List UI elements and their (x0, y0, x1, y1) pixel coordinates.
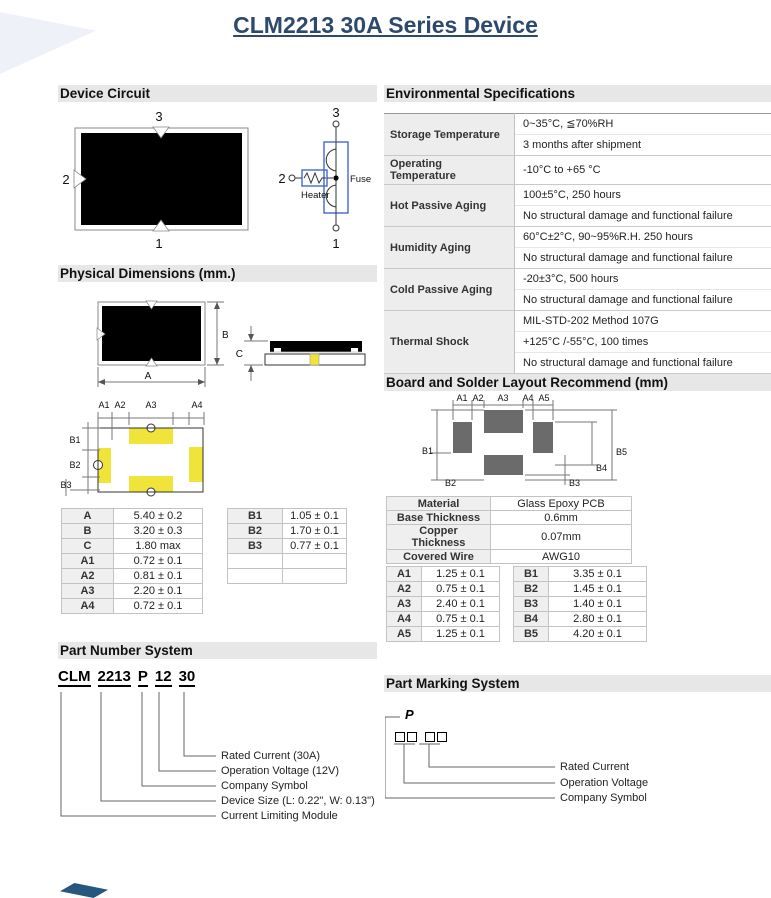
board-layout-figure (385, 393, 771, 493)
table-cell (515, 185, 771, 227)
table-cell: 0.75 ± 0.1 (422, 612, 500, 627)
table-cell: B1 (514, 567, 549, 582)
pm-label-company-symbol: Company Symbol (560, 792, 647, 804)
cell-line: No structural damage and functional failure (515, 205, 771, 226)
part-number-diagram (58, 668, 375, 838)
table-row (62, 599, 203, 614)
dim-A4: A4 (522, 393, 534, 403)
section-header-physical-dimensions (58, 265, 377, 282)
material-table (386, 496, 632, 564)
terminal-top (333, 121, 339, 127)
dim-label-A: A (144, 371, 152, 382)
table-cell: 1.25 ± 0.1 (422, 567, 500, 582)
fuse-element-upper (326, 149, 336, 171)
dim-B1: B1 (421, 446, 433, 456)
table-cell (228, 554, 283, 569)
pin-label-1: 1 (155, 236, 163, 251)
table-cell: AWG10 (491, 550, 632, 564)
sideview-cap (270, 341, 362, 352)
physical-dimensions-table-right (227, 508, 347, 584)
table-cell: 5.40 ± 0.2 (114, 509, 203, 524)
table-row (228, 509, 347, 524)
table-cell: 0.77 ± 0.1 (283, 539, 347, 554)
table-row (387, 582, 500, 597)
table-cell: A5 (387, 627, 422, 642)
dim-label-B: B (222, 330, 229, 341)
cell-line: No structural damage and functional failure (515, 289, 771, 310)
dim-B4: B4 (596, 463, 608, 473)
board-layout-table-b (513, 566, 647, 642)
table-row (514, 582, 647, 597)
table-cell: Thermal Shock (384, 311, 515, 374)
table-cell (228, 569, 283, 584)
circuit-schematic (278, 105, 371, 251)
table-cell: B2 (514, 582, 549, 597)
table-row (387, 525, 632, 550)
dim-A2: A2 (114, 400, 126, 410)
table-cell: A (62, 509, 114, 524)
pin-label-2: 2 (62, 172, 70, 187)
table-cell: 3.35 ± 0.1 (549, 567, 647, 582)
marking-letter: P (405, 707, 414, 722)
table-row (62, 524, 203, 539)
pn-segment-company: P (137, 668, 148, 685)
pad-right (189, 447, 203, 482)
table-cell: Cold Passive Aging (384, 269, 515, 311)
dim-A5: A5 (538, 393, 550, 403)
cell-line: -20±3°C, 500 hours (523, 273, 619, 285)
dim-A1: A1 (456, 393, 468, 403)
table-cell: 1.05 ± 0.1 (283, 509, 347, 524)
table-row (384, 114, 771, 156)
table-cell: Base Thickness (387, 511, 491, 525)
fuse-label: Fuse (350, 174, 372, 185)
section-title: Device Circuit (60, 86, 151, 101)
table-cell: A4 (62, 599, 114, 614)
table-cell (515, 269, 771, 311)
solder-pad-right (533, 422, 553, 453)
table-cell: A4 (387, 612, 422, 627)
table-row (514, 597, 647, 612)
schematic-pin-3: 3 (332, 105, 340, 120)
table-cell: A2 (62, 569, 114, 584)
dim-A4: A4 (191, 400, 203, 410)
table-cell: Operating Temperature (384, 156, 515, 185)
page-title: CLM2213 30A Series Device (233, 12, 538, 38)
pn-segment-current: 30 (178, 668, 196, 685)
table-row (514, 627, 647, 642)
table-cell: B4 (514, 612, 549, 627)
heater-zigzag (304, 173, 326, 183)
section-title: Physical Dimensions (mm.) (60, 266, 236, 281)
table-row (387, 497, 632, 511)
section-header-environmental (384, 85, 771, 102)
table-row (387, 612, 500, 627)
table-cell: B3 (514, 597, 549, 612)
table-row (62, 569, 203, 584)
table-row (387, 627, 500, 642)
table-cell: 2.80 ± 0.1 (549, 612, 647, 627)
table-row (387, 511, 632, 525)
table-row (514, 612, 647, 627)
table-cell: B5 (514, 627, 549, 642)
table-cell: B1 (228, 509, 283, 524)
pn-label-device-size: Device Size (L: 0.22", W: 0.13") (221, 795, 375, 807)
physical-dimensions-table-left (61, 508, 203, 614)
section-title: Environmental Specifications (386, 86, 576, 101)
table-cell (515, 114, 771, 156)
table-row (228, 539, 347, 554)
table-row (228, 524, 347, 539)
table-cell: A1 (387, 567, 422, 582)
table-cell: 2.20 ± 0.1 (114, 584, 203, 599)
environmental-specifications-table (384, 113, 771, 374)
schematic-pin-1: 1 (332, 236, 340, 251)
heater-label: Heater (301, 190, 330, 201)
pn-segment-voltage: 12 (154, 668, 172, 685)
dim-A3: A3 (145, 400, 157, 410)
table-cell: 1.45 ± 0.1 (549, 582, 647, 597)
solder-pad-top (484, 410, 523, 433)
table-cell: A2 (387, 582, 422, 597)
table-cell: 0.75 ± 0.1 (422, 582, 500, 597)
pn-label-current-limiting-module: Current Limiting Module (221, 810, 338, 822)
table-cell (515, 311, 771, 374)
table-row (387, 567, 500, 582)
table-cell: A3 (387, 597, 422, 612)
table-cell: Hot Passive Aging (384, 185, 515, 227)
terminal-bottom (333, 225, 339, 231)
dim-A1: A1 (98, 400, 110, 410)
corner-decoration-bottom (60, 883, 108, 898)
table-row (228, 554, 347, 569)
topview-body (102, 306, 201, 361)
dim-A3: A3 (497, 393, 509, 403)
table-cell: A3 (62, 584, 114, 599)
section-header-part-marking (384, 675, 771, 692)
board-layout-table-a (386, 566, 500, 642)
table-cell: A1 (62, 554, 114, 569)
table-row (62, 554, 203, 569)
chip-body (81, 133, 242, 225)
table-cell: 0.07mm (491, 525, 632, 550)
solder-pad-bottom (484, 455, 523, 475)
dim-B5: B5 (616, 447, 628, 457)
dim-B1: B1 (69, 435, 81, 445)
cell-line: 60°C±2°C, 90~95%R.H. 250 hours (523, 231, 693, 243)
table-cell: 1.80 max (114, 539, 203, 554)
table-row (384, 311, 771, 374)
terminal-left (289, 175, 295, 181)
cell-line: 0~35°C, ≦70%RH (523, 118, 614, 130)
pn-segment-size: 2213 (97, 668, 131, 685)
section-header-device-circuit (58, 85, 377, 102)
section-title: Part Number System (60, 643, 193, 658)
table-cell: 0.72 ± 0.1 (114, 599, 203, 614)
table-cell: 0.6mm (491, 511, 632, 525)
pin-label-3: 3 (155, 109, 163, 124)
dimension-c-lines (244, 326, 268, 381)
section-title: Part Marking System (386, 676, 520, 691)
device-circuit-figure (58, 105, 375, 255)
table-row (384, 185, 771, 227)
table-row (228, 569, 347, 584)
section-header-board-layout (384, 374, 771, 391)
table-cell: B2 (228, 524, 283, 539)
table-cell: 1.70 ± 0.1 (283, 524, 347, 539)
table-cell: Glass Epoxy PCB (491, 497, 632, 511)
marking-box-group-current (425, 732, 449, 749)
table-cell: 1.25 ± 0.1 (422, 627, 500, 642)
table-cell: C (62, 539, 114, 554)
table-row (387, 550, 632, 564)
cell-line: -10°C to +65 °C (523, 164, 601, 176)
table-cell: 1.40 ± 0.1 (549, 597, 647, 612)
pn-label-company-symbol: Company Symbol (221, 780, 308, 792)
table-cell: 2.40 ± 0.1 (422, 597, 500, 612)
table-row (62, 509, 203, 524)
dim-label-C: C (235, 349, 243, 360)
section-title: Board and Solder Layout Recommend (mm) (386, 375, 669, 390)
pn-segment-clm: CLM (58, 668, 91, 685)
table-cell (515, 227, 771, 269)
dimension-a-lines (98, 367, 205, 387)
sideview (265, 341, 365, 365)
table-row (62, 584, 203, 599)
table-cell (515, 156, 771, 185)
table-cell: Humidity Aging (384, 227, 515, 269)
pn-label-rated-current: Rated Current (30A) (221, 750, 321, 762)
table-cell: B (62, 524, 114, 539)
pn-label-operation-voltage: Operation Voltage (12V) (221, 765, 340, 777)
section-header-part-number (58, 642, 377, 659)
table-row (62, 539, 203, 554)
table-row (387, 597, 500, 612)
table-cell (283, 569, 347, 584)
pad-layout-figure (58, 395, 375, 503)
solder-pad-left (453, 422, 472, 453)
physical-dimensions-figure (58, 288, 375, 393)
table-row (384, 269, 771, 311)
schematic-pin-2: 2 (278, 171, 286, 186)
dim-B3: B3 (569, 478, 581, 488)
cell-line: 3 months after shipment (515, 134, 771, 155)
table-cell: 3.20 ± 0.3 (114, 524, 203, 539)
table-cell: 0.81 ± 0.1 (114, 569, 203, 584)
table-cell: 0.72 ± 0.1 (114, 554, 203, 569)
dim-B2: B2 (69, 460, 81, 470)
part-marking-diagram (385, 705, 771, 815)
marking-boxes (395, 732, 449, 750)
table-cell: Covered Wire (387, 550, 491, 564)
table-row (384, 227, 771, 269)
pm-label-rated-current: Rated Current (560, 761, 630, 773)
cell-line: No structural damage and functional failure (515, 247, 771, 268)
table-cell: B3 (228, 539, 283, 554)
cell-line: +125°C /-55°C, 100 times (515, 331, 771, 352)
table-cell (283, 554, 347, 569)
dim-B3: B3 (60, 480, 72, 490)
cell-line: No structural damage and functional failure (515, 352, 771, 373)
table-cell: Copper Thickness (387, 525, 491, 550)
table-cell: Material (387, 497, 491, 511)
marking-box-group-voltage (395, 732, 419, 749)
pm-label-operation-voltage: Operation Voltage (560, 777, 649, 789)
dim-A2: A2 (472, 393, 484, 403)
cell-line: MIL-STD-202 Method 107G (523, 315, 659, 327)
table-row (514, 567, 647, 582)
table-cell: Storage Temperature (384, 114, 515, 156)
dim-B2: B2 (445, 478, 457, 488)
cell-line: 100±5°C, 250 hours (523, 189, 621, 201)
table-cell: 4.20 ± 0.1 (549, 627, 647, 642)
sideview-solder (310, 354, 319, 365)
table-row (384, 156, 771, 185)
junction-dot (333, 175, 338, 180)
